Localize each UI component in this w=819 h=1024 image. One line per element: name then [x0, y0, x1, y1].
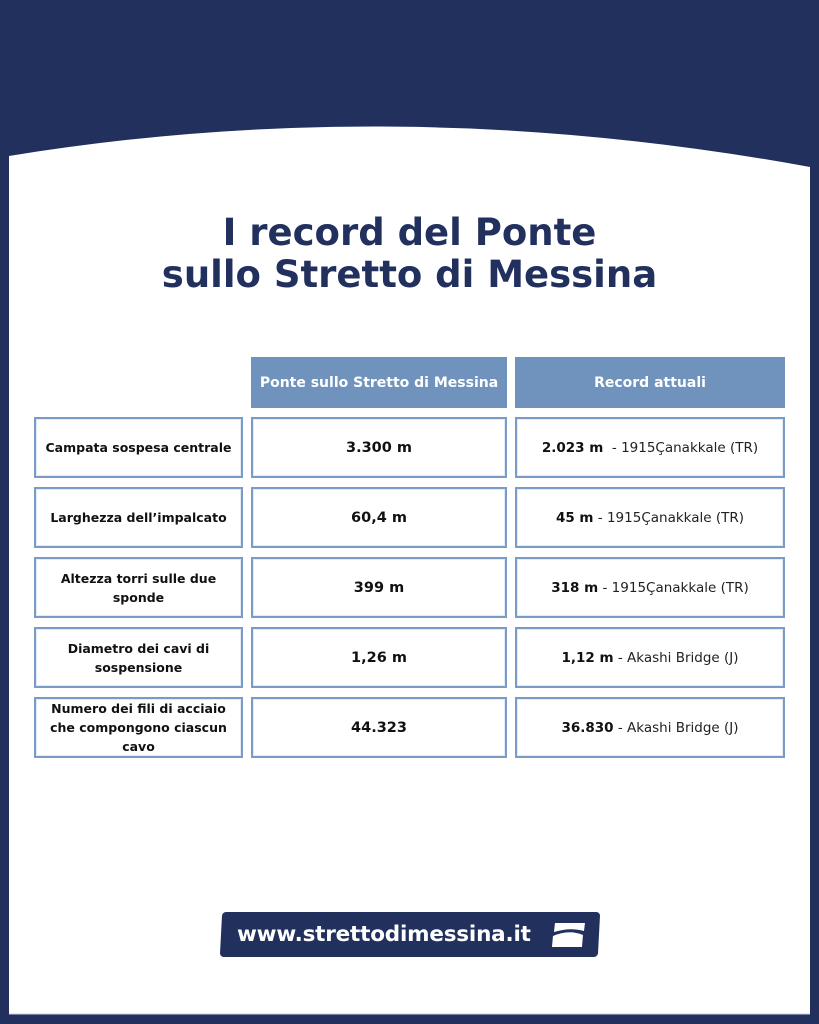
row-label-campata: Campata sospesa centrale — [34, 417, 243, 478]
messina-value-diametro: 1,26 m — [251, 627, 507, 688]
record-holder: 1915Çanakkale (TR) — [606, 509, 745, 526]
record-cell-altezza — [515, 557, 785, 618]
website-banner[interactable] — [220, 912, 600, 957]
header-messina: Ponte sullo Stretto di Messina — [251, 357, 507, 408]
record-separator: - — [613, 719, 628, 736]
record-value: 36.830 — [561, 719, 614, 736]
title-line-2: sullo Stretto di Messina — [161, 253, 658, 296]
record-value: 1,12 m — [561, 649, 614, 666]
row-label-diametro: Diametro dei cavi di sospensione — [34, 627, 243, 688]
messina-value-larghezza: 60,4 m — [251, 487, 507, 548]
page-title — [0, 212, 819, 296]
record-separator: - — [613, 649, 627, 666]
record-cell-larghezza — [515, 487, 785, 548]
record-value: 2.023 m — [541, 439, 604, 456]
record-separator: - — [593, 509, 607, 526]
record-value: 45 m — [555, 509, 594, 526]
record-cell-fili — [515, 697, 785, 758]
record-holder: Akashi Bridge (J) — [627, 719, 739, 736]
messina-value-campata: 3.300 m — [251, 417, 507, 478]
row-label-fili: Numero dei fili di acciaio che compongono ciascun cavo — [34, 697, 243, 758]
record-holder: 1915Çanakkale (TR) — [611, 579, 749, 596]
record-separator: - — [598, 579, 612, 596]
record-cell-campata — [515, 417, 785, 478]
row-label-larghezza: Larghezza dell’impalcato — [34, 487, 243, 548]
record-holder: 1915Çanakkale (TR) — [621, 439, 759, 456]
messina-value-altezza: 399 m — [251, 557, 507, 618]
row-label-altezza: Altezza torri sulle due sponde — [34, 557, 243, 618]
record-value: 318 m — [551, 579, 599, 596]
record-cell-diametro — [515, 627, 785, 688]
record-separator: - — [603, 439, 622, 456]
title-line-1: I record del Ponte — [222, 211, 597, 254]
bridge-logo-icon — [551, 921, 587, 949]
website-url-link[interactable]: www.strettodimessina.it — [237, 922, 531, 947]
messina-value-fili: 44.323 — [251, 697, 507, 758]
header-record-attuali: Record attuali — [515, 357, 785, 408]
record-holder: Akashi Bridge (J) — [627, 649, 739, 666]
